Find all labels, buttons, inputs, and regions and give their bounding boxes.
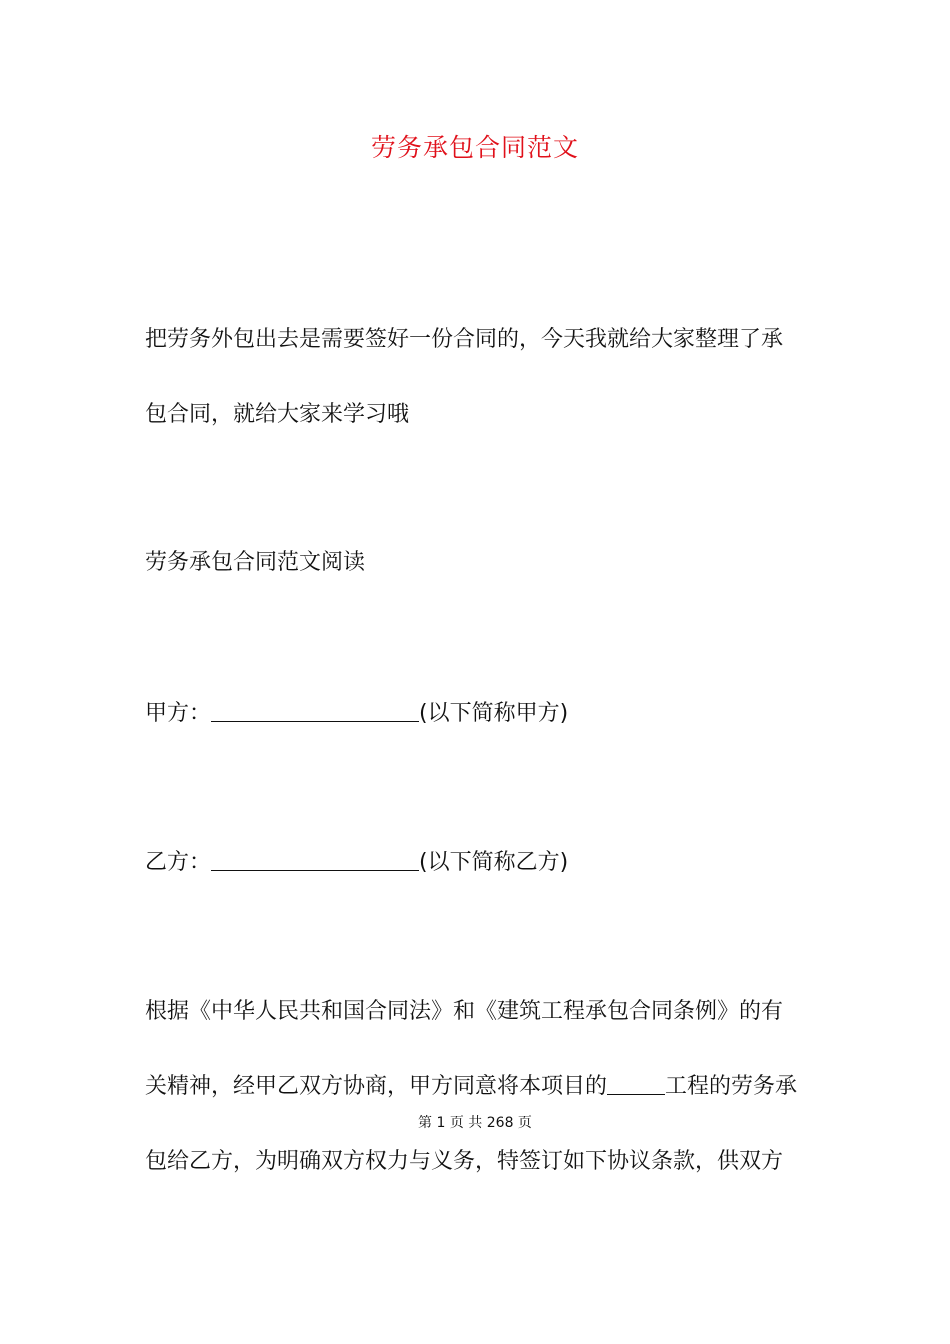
party-a-suffix: (以下简称甲方) [419,701,569,726]
party-b-blank[interactable] [211,848,419,871]
document-title: 劳务承包合同范文 [370,133,579,162]
party-b-suffix: (以下简称乙方) [419,850,569,875]
party-b-label: 乙方： [145,850,212,875]
intro-paragraph-line-2: 包合同，就给大家来学习哦 [145,402,410,427]
party-b-line [145,847,825,879]
body-paragraph-line-3: 包给乙方，为明确双方权力与义务，特签订如下协议条款，供双方 [145,1149,784,1174]
project-name-blank[interactable] [607,1072,665,1095]
page-number-footer: 第 1 页 共 268 页 [418,1115,532,1131]
party-a-blank[interactable] [211,699,419,722]
intro-paragraph-line-1: 把劳务外包出去是需要签好一份合同的，今天我就给大家整理了承 [145,327,784,352]
body-paragraph-line-1: 根据《中华人民共和国合同法》和《建筑工程承包合同条例》的有 [145,999,784,1024]
party-a-line [145,698,825,730]
body-line-2-start: 关精神，经甲乙双方协商，甲方同意将本项目的 [145,1074,608,1099]
party-a-label: 甲方： [145,701,212,726]
body-paragraph-line-2 [145,1071,825,1103]
subheading: 劳务承包合同范文阅读 [145,550,366,575]
body-line-2-end: 工程的劳务承 [665,1074,798,1099]
